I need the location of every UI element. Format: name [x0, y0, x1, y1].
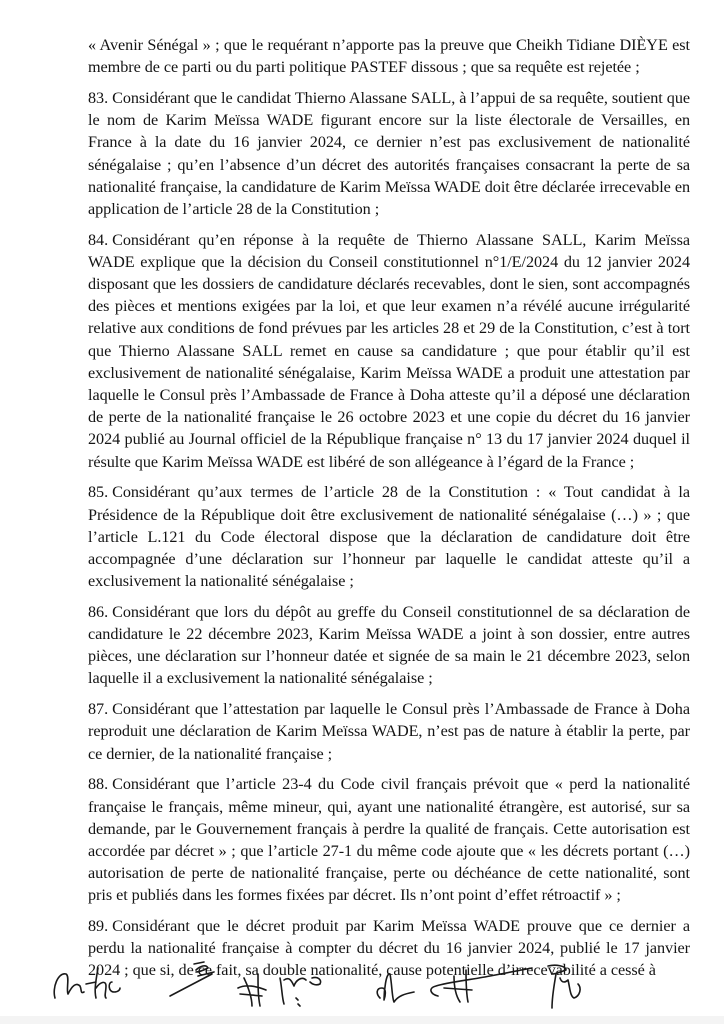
signature-initial-4 — [280, 977, 321, 1006]
paragraph-83 — [88, 87, 690, 220]
signature-initial-6 — [431, 968, 532, 1002]
paragraph-number: 89. — [88, 917, 109, 936]
paragraph-86 — [88, 601, 690, 690]
signatures-svg — [0, 958, 724, 1024]
paragraph-text: Considérant que le candidat Thierno Alassane SALL, à l’appui de sa requête, soutient que le nom de Karim Meïssa WADE figurant encore sur la liste électorale de Versailles, en France à la date du 16 janvier 2024, ce dernier n’est pas exclusivement de nationalité sénégalaise ; qu’en l’absence d’un décret des autorités françaises consacrant la perte de sa nationalité française, la candidature de Karim Meïssa WADE doit être déclarée irrecevable en application de l’article 28 de la Constitution ; — [88, 88, 690, 218]
paragraph-text: « Avenir Sénégal » ; que le requérant n’apporte pas la preuve que Cheikh Tidiane DIÈYE est membre de ce parti ou du parti politique PASTEF dissous ; que sa requête est rejetée ; — [88, 36, 690, 77]
paragraph-text: Considérant qu’en réponse à la requête de Thierno Alassane SALL, Karim Meïssa WADE explique que la décision du Conseil constitutionnel n°1/E/2024 du 12 janvier 2024 disposant que les dossiers de candidature déclarés recevables, dont le sien, sont accompagnés des pièces et mentions exigées par la loi, et que leur examen n’a révélé aucune irrégularité relative aux conditions de fond prévues par les articles 28 et 29 de la Constitution, c’est à tort que Thierno Alassane SALL remet en cause sa candidature ; que pour établir qu’il est exclusivement de nationalité sénégalaise, Karim Meïssa WADE a produit une attestation par laquelle le Consul près l’Ambassade de France à Doha atteste qu’il a déposé une déclaration de perte de la nationalité française le 26 octobre 2023 et une copie du décret du 16 janvier 2024 publié au Journal officiel de la République française n° 13 du 17 janvier 2024 duquel il résulte que Karim Meïssa WADE est libéré de son allégeance à l’égard de la France ; — [88, 230, 690, 471]
paragraph-number: 88. — [88, 775, 109, 794]
document-page — [88, 34, 690, 990]
paragraph-text: Considérant qu’aux termes de l’article 28 de la Constitution : « Tout candidat à la Présidence de la République doit être exclusivement de nationalité sénégalaise (…) » ; que l’article L.121 du Code électoral dispose que la déclaration de candidature doit être accompagnée d’une déclaration sur l’honneur par laquelle le candidat atteste qu’il a exclusivement la nationalité sénégalaise ; — [88, 483, 690, 591]
paragraph-87 — [88, 698, 690, 765]
paragraph-82-continuation — [88, 34, 690, 78]
paragraph-number: 86. — [88, 602, 109, 621]
paragraph-88 — [88, 773, 690, 906]
signature-initial-5 — [377, 974, 414, 1002]
paragraph-text: Considérant que lors du dépôt au greffe du Conseil constitutionnel de sa déclaration de candidature le 22 décembre 2023, Karim Meïssa WADE a joint à son dossier, entre autres pièces, une déclaration sur l’honneur datée et signée de sa main le 21 décembre 2023, selon laquelle il a exclusivement la nationalité sénégalaise ; — [88, 602, 690, 688]
scan-edge — [0, 1016, 724, 1024]
signature-initial-3 — [238, 974, 266, 1006]
paragraph-text: Considérant que le décret produit par Karim Meïssa WADE prouve que ce dernier a perdu la nationalité française à compter du décret du 16 janvier 2024, publié le 17 janvier 2024 ; que si, de ce fait, sa double nationalité, cause potentielle d’irrecevabilité a cessé à — [88, 917, 690, 980]
paragraph-text: Considérant que l’article 23-4 du Code civil français prévoit que « perd la nationalité française le français, même mineur, qui, ayant une nationalité étrangère, est autorisé, sur sa demande, par le Gouvernement français à perdre la qualité de français. Cette autorisation est accordée par décret » ; que l’article 27-1 du même code ajoute que « les décrets portant (…) autorisation de perte de nationalité française, perte ou déchéance de cette nationalité, sont pris et publiés dans les formes fixées par décret. Ils n’ont point d’effet rétroactif » ; — [88, 775, 690, 905]
paragraph-number: 85. — [88, 483, 109, 502]
signature-initial-1 — [54, 968, 120, 998]
signature-row — [0, 958, 724, 1024]
paragraph-number: 87. — [88, 700, 109, 719]
signature-initial-7 — [548, 965, 580, 1008]
paragraph-number: 83. — [88, 88, 109, 107]
paragraph-number: 84. — [88, 230, 109, 249]
signature-initial-2 — [170, 962, 214, 996]
paragraph-text: Considérant que l’attestation par laquelle le Consul près l’Ambassade de France à Doha reproduit une déclaration de Karim Meïssa WADE, n’est pas de nature à établir la perte, par ce dernier, de la nationalité française ; — [88, 700, 690, 763]
paragraph-85 — [88, 481, 690, 592]
paragraph-84 — [88, 229, 690, 473]
